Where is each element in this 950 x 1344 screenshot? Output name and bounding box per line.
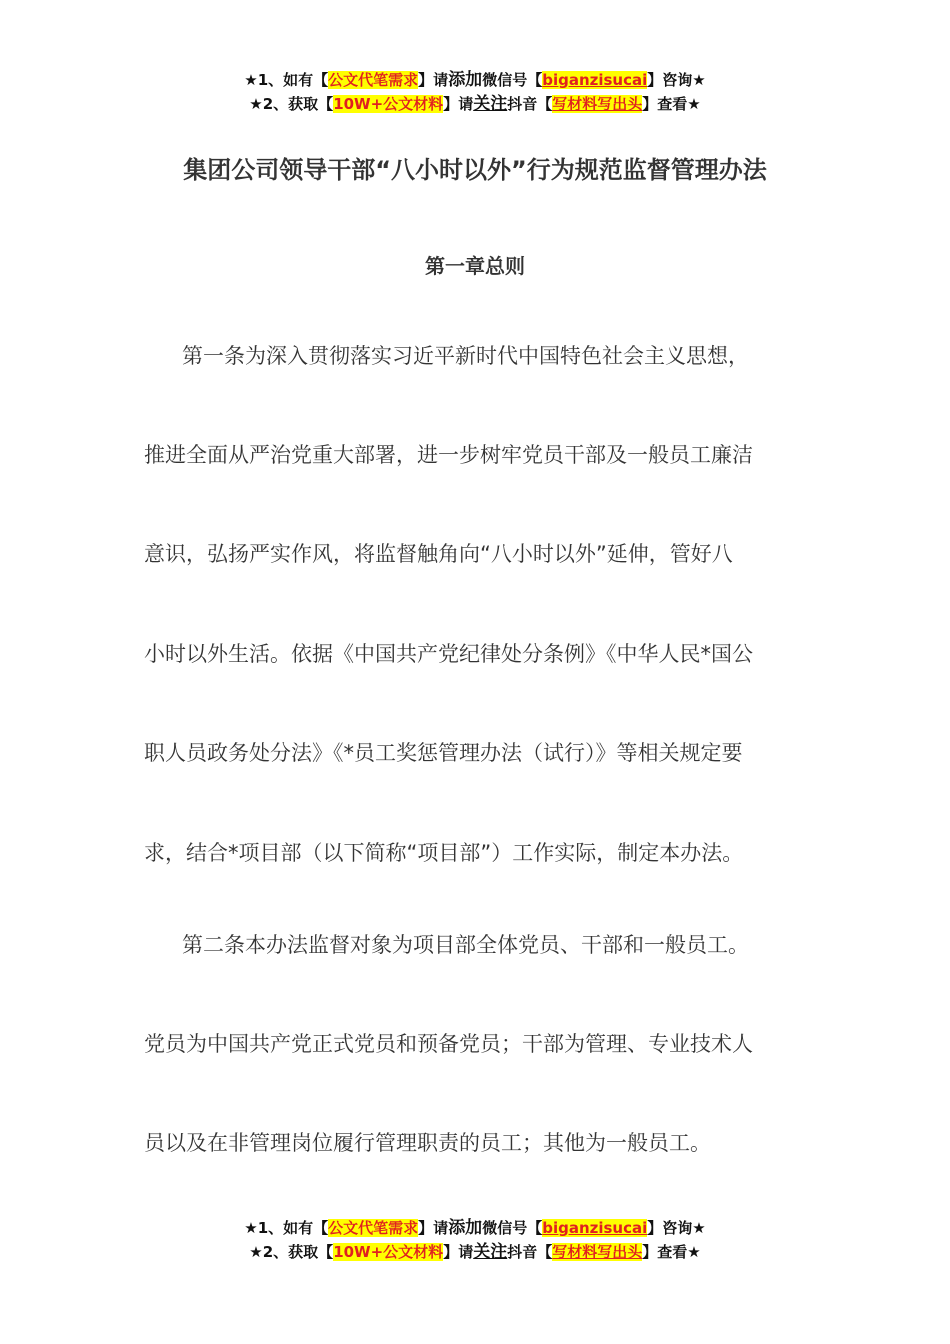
promo-text: 微信号【 <box>482 71 543 89</box>
body-line: 小时以外生活。依据《中国共产党纪律处分条例》《中华人民*国公 <box>144 642 753 666</box>
promo-highlight: 公文代笔需求 <box>328 71 419 89</box>
body-line: 推进全面从严治党重大部署，进一步树牢党员干部及一般员工廉洁 <box>144 443 753 467</box>
body-line: 第二条本办法监督对象为项目部全体党员、干部和一般员工。 <box>182 933 749 957</box>
document-title: 集团公司领导干部“八小时以外”行为规范监督管理办法 <box>183 156 767 184</box>
promo-line-1 <box>0 68 950 92</box>
promo-text: 】咨询★ <box>647 1219 706 1237</box>
promo-emphasis: 关注 <box>473 1242 508 1262</box>
body-line: 党员为中国共产党正式党员和预备党员；干部为管理、专业技术人 <box>144 1032 753 1056</box>
promo-text: 】咨询★ <box>647 71 706 89</box>
promo-emphasis: 添加 <box>448 70 483 90</box>
promo-text: 】请 <box>443 1243 474 1261</box>
promo-text: 微信号【 <box>482 1219 543 1237</box>
promo-highlight: 10W+公文材料 <box>333 95 444 113</box>
chapter-heading: 第一章总则 <box>425 254 525 278</box>
promo-douyin-id: 写材料写出头 <box>552 95 643 113</box>
body-line: 职人员政务处分法》《*员工奖惩管理办法（试行）》等相关规定要 <box>144 741 743 765</box>
promo-text: ★2、获取【 <box>249 95 334 113</box>
body-line: 第一条为深入贯彻落实习近平新时代中国特色社会主义思想， <box>182 344 749 368</box>
promo-text: 】请 <box>418 71 449 89</box>
body-line: 意识，弘扬严实作风，将监督触角向“八小时以外”延伸，管好八 <box>144 542 733 566</box>
header-promo-banner <box>0 68 950 116</box>
promo-text: ★1、如有【 <box>244 1219 329 1237</box>
promo-emphasis: 关注 <box>473 94 508 114</box>
promo-text: ★1、如有【 <box>244 71 329 89</box>
body-line: 员以及在非管理岗位履行管理职责的员工；其他为一般员工。 <box>144 1131 711 1155</box>
promo-highlight: 10W+公文材料 <box>333 1243 444 1261</box>
footer-promo-banner <box>0 1216 950 1264</box>
promo-wechat-id: biganzisucai <box>542 1219 648 1237</box>
promo-line-1 <box>0 1216 950 1240</box>
body-line: 求，结合*项目部（以下简称“项目部”）工作实际，制定本办法。 <box>144 841 744 865</box>
promo-line-2 <box>0 92 950 116</box>
promo-text: 】请 <box>443 95 474 113</box>
promo-text: 】查看★ <box>642 95 701 113</box>
promo-text: 抖音【 <box>507 1243 553 1261</box>
promo-highlight: 公文代笔需求 <box>328 1219 419 1237</box>
promo-wechat-id: biganzisucai <box>542 71 648 89</box>
promo-emphasis: 添加 <box>448 1218 483 1238</box>
promo-text: 】查看★ <box>642 1243 701 1261</box>
promo-line-2 <box>0 1240 950 1264</box>
promo-text: 抖音【 <box>507 95 553 113</box>
promo-text: 】请 <box>418 1219 449 1237</box>
promo-text: ★2、获取【 <box>249 1243 334 1261</box>
promo-douyin-id: 写材料写出头 <box>552 1243 643 1261</box>
